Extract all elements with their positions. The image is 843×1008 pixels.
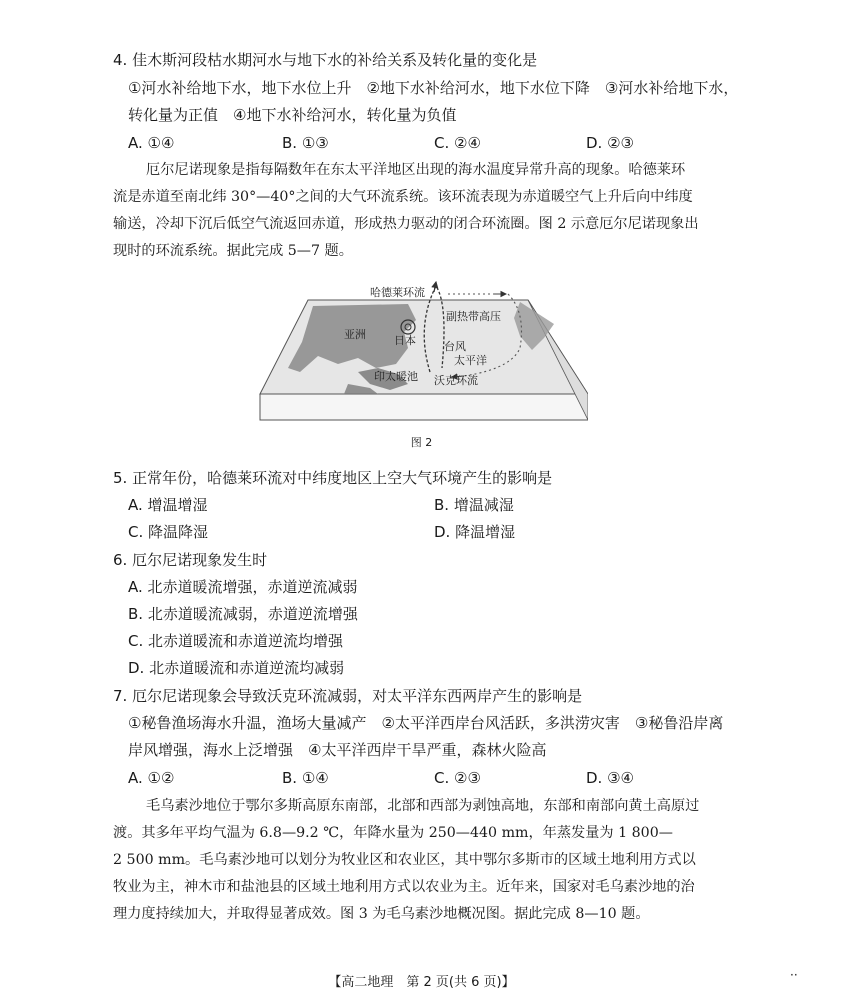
- label-walker: 沃克环流: [434, 374, 478, 387]
- q6-option-a: A. 北赤道暖流增强，赤道逆流减弱: [128, 578, 358, 596]
- q7-stem: 7. 厄尔尼诺现象会导致沃克环流减弱，对太平洋东西两岸产生的影响是: [113, 687, 583, 705]
- q5-option-a: A. 增温增湿: [128, 496, 208, 514]
- page-footer: 【高二地理 第 2 页(共 6 页)】: [328, 975, 515, 990]
- q4-items-line2: 转化量为正值 ④地下水补给河水，转化量为负值: [128, 106, 457, 124]
- q6-option-d: D. 北赤道暖流和赤道逆流均减弱: [128, 659, 345, 677]
- q5-option-d: D. 降温增湿: [434, 523, 516, 541]
- passage1-line-1: 厄尔尼诺现象是指每隔数年在东太平洋地区出现的海水温度异常升高的现象。哈德莱环: [146, 162, 686, 178]
- passage1-line-3: 输送，冷却下沉后低空气流返回赤道，形成热力驱动的闭合环流圈。图 2 示意厄尔尼诺现象出: [113, 216, 699, 232]
- label-warm-pool: 印太暖池: [374, 370, 418, 383]
- corner-mark: ··: [790, 968, 798, 982]
- q4-stem: 4. 佳木斯河段枯水期河水与地下水的补给关系及转化量的变化是: [113, 51, 538, 69]
- label-asia: 亚洲: [344, 328, 366, 341]
- q4-items-line1: ①河水补给地下水，地下水位上升 ②地下水补给河水，地下水位下降 ③河水补给地下水，: [128, 79, 739, 97]
- q6-option-c: C. 北赤道暖流和赤道逆流均增强: [128, 632, 344, 650]
- q7-items-line2: 岸风增强，海水上泛增强 ④太平洋西岸干旱严重，森林火险高: [128, 741, 547, 759]
- q4-option-c: C. ②④: [434, 134, 481, 152]
- label-japan: 日本: [394, 334, 416, 347]
- figure-caption: 图 2: [410, 436, 433, 449]
- q5-option-b: B. 增温减湿: [434, 496, 514, 514]
- label-typhoon: 台风: [444, 340, 466, 353]
- q4-option-d: D. ②③: [586, 134, 634, 152]
- q6-option-b: B. 北赤道暖流减弱，赤道逆流增强: [128, 605, 358, 623]
- passage2-line-3: 2 500 mm。毛乌素沙地可以划分为牧业区和农业区，其中鄂尔多斯市的区域土地利用方式以: [113, 852, 696, 868]
- passage2-line-5: 理力度持续加大，并取得显著成效。图 3 为毛乌素沙地概况图。据此完成 8—10 题。: [113, 906, 650, 922]
- figure-2-diagram: [258, 272, 588, 432]
- q4-option-b: B. ①③: [282, 134, 329, 152]
- q7-option-c: C. ②③: [434, 769, 481, 787]
- label-hadley: 哈德莱环流: [370, 286, 425, 299]
- label-pacific: 太平洋: [454, 354, 487, 367]
- q5-stem: 5. 正常年份，哈德莱环流对中纬度地区上空大气环境产生的影响是: [113, 469, 553, 487]
- q4-option-a: A. ①④: [128, 134, 175, 152]
- label-subtropical-high: 副热带高压: [446, 310, 501, 323]
- q7-option-d: D. ③④: [586, 769, 634, 787]
- passage1-line-2: 流是赤道至南北纬 30°—40°之间的大气环流系统。该环流表现为赤道暖空气上升后向中纬度: [113, 189, 693, 205]
- passage2-line-4: 牧业为主，神木市和盐池县的区域土地利用方式以农业为主。近年来，国家对毛乌素沙地的治: [113, 879, 695, 895]
- passage1-line-4: 现时的环流系统。据此完成 5—7 题。: [113, 243, 353, 259]
- q6-stem: 6. 厄尔尼诺现象发生时: [113, 551, 268, 569]
- q7-option-b: B. ①④: [282, 769, 329, 787]
- slab-front: [260, 394, 588, 420]
- passage2-line-2: 渡。其多年平均气温为 6.8—9.2 ℃，年降水量为 250—440 mm，年蒸发量为 1 800—: [113, 825, 673, 841]
- q5-option-c: C. 降温降湿: [128, 523, 209, 541]
- q7-items-line1: ①秘鲁渔场海水升温，渔场大量减产 ②太平洋西岸台风活跃，多洪涝灾害 ③秘鲁沿岸离: [128, 714, 724, 732]
- q7-option-a: A. ①②: [128, 769, 175, 787]
- passage2-line-1: 毛乌素沙地位于鄂尔多斯高原东南部，北部和西部为剥蚀高地，东部和南部向黄土高原过: [146, 798, 700, 814]
